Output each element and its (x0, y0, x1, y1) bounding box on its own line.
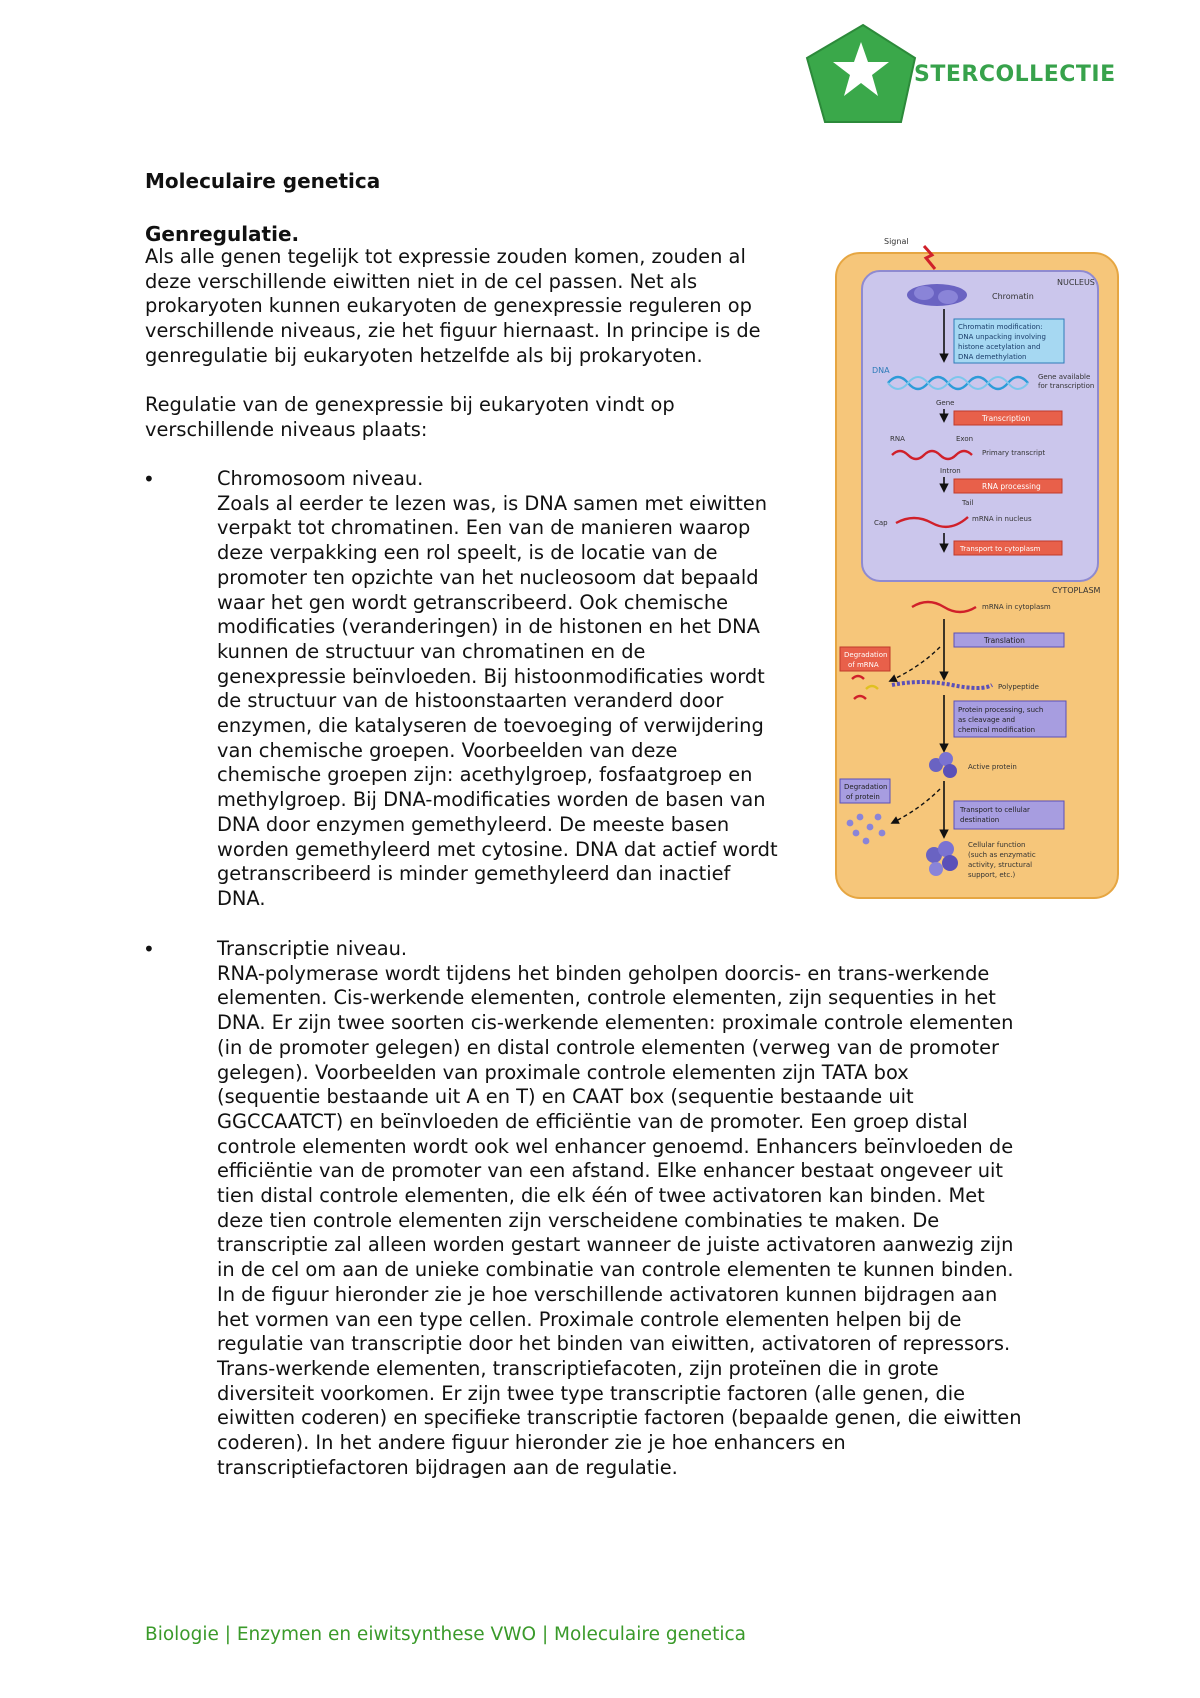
svg-text:Tail: Tail (962, 499, 974, 507)
svg-text:RNA: RNA (890, 435, 905, 443)
text-line: DNA door enzymen gemethyleerd. De meeste basen (217, 812, 730, 836)
text-line: methylgroep. Bij DNA-modificaties worden de basen van (217, 788, 766, 812)
text-line: diversiteit voorkomen. Er zijn twee type transcriptie factoren (alle genen, die (217, 1381, 966, 1405)
text-line: verpakt tot chromatinen. Een van de manieren waarop (217, 516, 751, 540)
text-line: elementen. Cis-werkende elementen, controle elementen, zijn sequenties in het (217, 986, 996, 1010)
svg-text:Degradation: Degradation (844, 783, 888, 791)
chromatin-label: Chromatin (992, 292, 1034, 301)
page-title: Moleculaire genetica (145, 169, 381, 193)
nucleus (862, 271, 1098, 581)
svg-text:Active protein: Active protein (968, 763, 1017, 771)
text-line: getranscribeerd is minder gemethyleerd dan inactief (217, 862, 731, 886)
text-line: deze verschillende eiwitten niet in de cel passen. Net als (145, 269, 698, 293)
text-line: verschillende niveaus, zie het figuur hiernaast. In principe is de (145, 319, 761, 343)
text-line: tien distal controle elementen, die elk één of twee activatoren kan binden. Met (217, 1184, 985, 1208)
text-line: verschillende niveaus plaats: (145, 417, 428, 441)
text-line: Regulatie van de genexpressie bij eukaryoten vindt op (145, 393, 675, 416)
bullet-chromosome-level (217, 467, 778, 912)
svg-text:Gene: Gene (936, 399, 955, 407)
svg-text:for transcription: for transcription (1038, 382, 1095, 390)
text-line: (sequentie bestaande uit A en T) en CAAT box (sequentie bestaande uit (217, 1085, 914, 1109)
text-line: GGCCAATCT) en beïnvloeden de efficiëntie van de promoter. Een groep distal (217, 1109, 968, 1133)
text-line: enzymen, die katalyseren de toevoeging of verwijdering (217, 714, 764, 738)
svg-text:Chromatin modification:: Chromatin modification: (958, 323, 1043, 331)
svg-text:of protein: of protein (846, 793, 880, 801)
text-line: kunnen de structuur van chromatinen en de (217, 639, 646, 663)
bullet-symbol: • (143, 937, 155, 961)
svg-text:Exon: Exon (956, 435, 974, 443)
text-line: worden gemethyleerd met cytosine. DNA dat actief wordt (217, 837, 778, 861)
bullet-symbol: • (143, 467, 155, 491)
svg-text:Transport to cytoplasm: Transport to cytoplasm (960, 545, 1041, 553)
section-heading: Genregulatie. (145, 222, 300, 246)
svg-text:histone acetylation and: histone acetylation and (958, 343, 1041, 351)
text-line: controle elementen wordt ook wel enhancer genoemd. Enhancers beïnvloeden de (217, 1134, 1014, 1158)
bullet-heading: Chromosoom niveau. (217, 467, 424, 490)
text-line: prokaryoten kunnen eukaryoten de genexpressie reguleren op (145, 294, 752, 318)
svg-text:as cleavage and: as cleavage and (958, 716, 1016, 724)
svg-text:activity, structural: activity, structural (968, 861, 1033, 869)
brand-name: STERCOLLECTIE (914, 62, 1116, 87)
svg-text:Polypeptide: Polypeptide (998, 683, 1039, 691)
text-line: coderen). In het andere figuur hieronder zie je hoe enhancers en (217, 1431, 846, 1455)
svg-text:DNA unpacking involving: DNA unpacking involving (958, 333, 1046, 341)
cytoplasm-label: CYTOPLASM (1052, 586, 1101, 595)
svg-text:Transport to cellular: Transport to cellular (960, 806, 1030, 814)
text-line: (in de promoter gelegen) en distal controle elementen (verweg van de promoter (217, 1035, 1000, 1059)
text-line: regulatie van transcriptie door het binden van eiwitten, activatoren of repressors. (217, 1332, 1011, 1356)
text-line: promoter ten opzichte van het nucleosoom dat bepaald (217, 565, 759, 589)
svg-text:mRNA in cytoplasm: mRNA in cytoplasm (982, 603, 1051, 611)
svg-text:Protein processing, such: Protein processing, such (958, 706, 1044, 714)
text-line: transcriptie zal alleen worden gestart wanneer de juiste activatoren aanwezig zijn (217, 1233, 1014, 1257)
svg-text:DNA demethylation: DNA demethylation (958, 353, 1027, 361)
text-line: gelegen). Voorbeelden van proximale controle elementen zijn TATA box (217, 1060, 909, 1084)
gene-regulation-diagram (832, 233, 1124, 901)
svg-text:of mRNA: of mRNA (848, 661, 879, 669)
text-line: in de cel om aan de unieke combinatie van controle elementen te kunnen binden. (217, 1258, 1014, 1282)
svg-text:Degradation: Degradation (844, 651, 888, 659)
text-line: eiwitten coderen) en specifieke transcriptie factoren (bepaalde genen, die eiwitten (217, 1406, 1022, 1430)
text-line: DNA. (217, 886, 266, 910)
text-line: het vormen van een type cellen. Proximale controle elementen helpen bij de (217, 1307, 962, 1331)
text-line: Als alle genen tegelijk tot expressie zouden komen, zouden al (145, 245, 746, 268)
svg-text:destination: destination (960, 816, 1000, 824)
text-line: DNA. Er zijn twee soorten cis-werkende elementen: proximale controle elementen (217, 1011, 1014, 1035)
svg-text:support, etc.): support, etc.) (968, 871, 1016, 879)
svg-text:Transcription: Transcription (982, 414, 1031, 423)
text-line: deze tien controle elementen zijn verscheidene combinaties te maken. De (217, 1208, 940, 1232)
svg-text:Intron: Intron (940, 467, 961, 475)
text-line: transcriptiefactoren bijdragen aan de regulatie. (217, 1455, 678, 1479)
svg-text:chemical modification: chemical modification (958, 726, 1036, 734)
svg-text:Gene available: Gene available (1038, 373, 1091, 381)
text-line: efficiëntie van de promoter van een afstand. Elke enhancer bestaat ongeveer uit (217, 1159, 1004, 1183)
text-line: waar het gen wordt getranscribeerd. Ook chemische (217, 590, 729, 614)
text-line: In de figuur hieronder zie je hoe verschillende activatoren kunnen bijdragen aan (217, 1282, 998, 1306)
svg-text:Cap: Cap (874, 519, 888, 527)
page-footer: Biologie | Enzymen en eiwitsynthese VWO | Moleculaire genetica (145, 1624, 746, 1645)
bullet-transcription-level (217, 937, 1022, 1480)
text-line: deze verpakking een rol speelt, is de locatie van de (217, 541, 718, 565)
gene-expression-regulation-figure (832, 233, 1124, 901)
svg-text:Primary transcript: Primary transcript (982, 449, 1046, 457)
svg-text:Translation: Translation (984, 636, 1025, 645)
svg-text:Cellular function: Cellular function (968, 841, 1026, 849)
intro-paragraph (145, 245, 761, 369)
text-line: chemische groepen zijn: acethylgroep, fosfaatgroep en (217, 763, 753, 787)
signal-label: Signal (884, 237, 909, 246)
text-line: Trans-werkende elementen, transcriptiefacoten, zijn proteïnen die in grote (217, 1356, 939, 1380)
text-line: genregulatie bij eukaryoten hetzelfde als bij prokaryoten. (145, 343, 703, 367)
svg-text:mRNA in nucleus: mRNA in nucleus (972, 515, 1032, 523)
dna-label: DNA (872, 366, 890, 375)
text-line: genexpressie beïnvloeden. Bij histoonmodificaties wordt (217, 664, 765, 688)
text-line: Zoals al eerder te lezen was, is DNA samen met eiwitten (217, 491, 768, 515)
nucleus-label: NUCLEUS (1057, 278, 1095, 287)
text-line: modificaties (veranderingen) in de histonen en het DNA (217, 615, 760, 639)
svg-text:RNA processing: RNA processing (982, 482, 1041, 491)
text-line: de structuur van de histoonstaarten veranderd door (217, 689, 724, 713)
text-line: RNA-polymerase wordt tijdens het binden geholpen doorcis- en trans-werkende (217, 961, 990, 985)
svg-text:(such as enzymatic: (such as enzymatic (968, 851, 1036, 859)
bullet-heading: Transcriptie niveau. (217, 937, 408, 960)
levels-intro-paragraph (145, 393, 675, 442)
text-line: van chemische groepen. Voorbeelden van deze (217, 738, 678, 762)
